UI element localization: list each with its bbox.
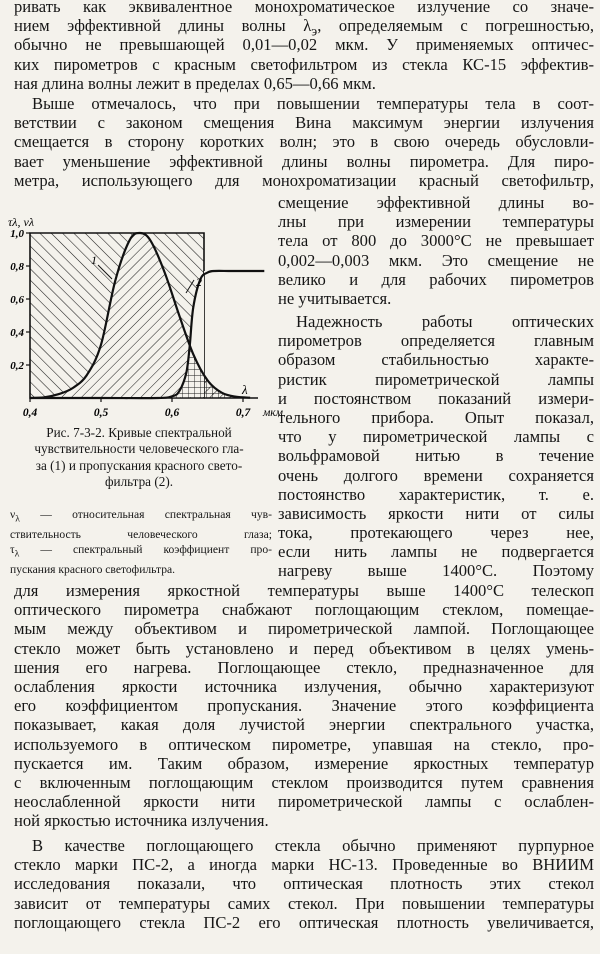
caption-line: Рис. 7-3-2. Кривые спектральной xyxy=(46,425,232,440)
text-line: если нить лампы не подвергается xyxy=(278,542,594,562)
y-tick-label: 0,2 xyxy=(10,360,24,372)
text-line: тока, протекающего через нее, xyxy=(278,523,594,543)
text-line: ослабления яркости источника излучения, обычно характеризуют xyxy=(14,676,594,696)
text-line: зависимость яркости нити от силы xyxy=(278,503,594,523)
text-line: В качестве поглощающего стекла обычно применяют пурпурное xyxy=(32,836,594,855)
text-line: не учитывается. xyxy=(278,288,392,308)
figure-caption xyxy=(8,425,270,491)
text-line: используемого в оптическом пирометре, упавшая на стекло, про- xyxy=(14,734,594,754)
text-line: постоянство характеристик, т. е. xyxy=(278,484,594,504)
spectral-chart xyxy=(8,213,284,423)
x-axis-label: λ xyxy=(242,382,248,397)
text-line: ной яркостью источника излучения. xyxy=(14,811,269,831)
paragraph-2-continuation xyxy=(272,193,600,308)
text-line: стекло марки ПС-2, а иногда марки НС-13. Проведенные во ВНИИМ xyxy=(14,855,594,875)
text-line: мым между объективом и пирометрической лампой. Поглощающее xyxy=(14,619,594,639)
text-line: что у пирометрической лампы с xyxy=(278,427,594,447)
text-line: и постоянством показаний измери- xyxy=(278,388,594,408)
x-tick-label: 0,4 xyxy=(22,407,38,419)
text-line: 0,002—0,003 мкм. Это смещение не xyxy=(278,250,594,270)
caption-line: за (1) и пропускания красного свето- xyxy=(35,457,243,473)
caption-line: ствительность человеческого глаза; xyxy=(10,527,272,541)
y-tick-label: 0,8 xyxy=(10,261,24,273)
text-line: ная длина волны лежит в пределах 0,65—0,66 мкм. xyxy=(14,73,376,93)
text-line: Надежность работы оптических xyxy=(296,312,594,331)
text-line: показывает, какая доля лучистой энергии спектрального участка, xyxy=(14,715,594,735)
y-tick-label: 0,6 xyxy=(10,294,24,306)
paragraph-3-wrap xyxy=(272,312,600,581)
y-tick-label: 0,4 xyxy=(10,327,24,339)
paragraph-3 xyxy=(0,581,600,830)
paragraph-2 xyxy=(0,94,600,190)
x-tick-label: 0,7 xyxy=(235,407,251,419)
text-line: метра, использующего для монохроматизации красный светофильтр, xyxy=(14,170,594,190)
text-line: велико и для рабочих пирометров xyxy=(278,269,594,289)
paragraph-1 xyxy=(0,0,600,93)
text-line: стекло может быть установлено и перед объективом в целях умень- xyxy=(14,638,594,658)
text-line: шения его нагрева. Поглощающее стекло, предназначенное для xyxy=(14,657,594,677)
y-tick-label: 1,0 xyxy=(10,228,24,240)
text-line: вольфрамовой нитью в течение xyxy=(278,446,594,466)
text-line: пирометров определяется главным xyxy=(278,331,594,351)
text-line: ветствии с законом смещения Вина максимум энергии излучения xyxy=(14,113,594,133)
text-line: ривать как эквивалентное монохроматическое излучение со значе- xyxy=(14,0,594,16)
text-line: вает уменьшение эффективной длины волны пирометра. Для пиро- xyxy=(14,151,594,171)
series-1-label: 1 xyxy=(91,253,97,267)
text-line: нагреву выше 1400°С. Поэтому xyxy=(278,561,594,581)
figure-7-3-2 xyxy=(8,213,284,423)
caption-line: $\nu_\lambda$ — относительная спектральная чув- xyxy=(10,508,272,525)
text-line: неослабленной яркости нити пирометрической лампы с ослаблен- xyxy=(14,792,594,812)
text-line: Выше отмечалось, что при повышении температуры тела в соот- xyxy=(32,94,594,113)
text-line: очень долгого времени сохраняется xyxy=(278,465,594,485)
text-line: его коэффициентом пропускания. Значение этого коэффициента xyxy=(14,696,594,716)
x-unit-label: мкм xyxy=(262,407,284,419)
figure-legend xyxy=(10,507,272,577)
text-line: образом стабильностью характе- xyxy=(278,350,594,370)
caption-line: чувствительности человеческого гла- xyxy=(34,441,244,457)
paragraph-4 xyxy=(0,836,600,932)
text-line: обычно не превышающей 0,01—0,02 мкм. У применяемых оптичес- xyxy=(14,35,594,55)
text-line: нием эффективной длины волны $\lambda_э$, определяемым с погрешностью, xyxy=(14,16,595,39)
text-line: лны при измерении температуры xyxy=(278,212,594,232)
text-line: с включенным поглощающим стеклом производится путем сравнения xyxy=(14,772,594,792)
text-line: исследования показали, что оптическая плотность этих стекол xyxy=(14,874,594,894)
x-tick-label: 0,5 xyxy=(93,407,109,419)
text-line: зависит от температуры самих стекол. При повышении температуры xyxy=(14,893,594,913)
x-tick-label: 0,6 xyxy=(164,407,180,419)
y-axis-label: τλ, νλ xyxy=(8,215,35,229)
text-line: для измерения яркостной температуры выше 1400°С телескоп xyxy=(14,581,594,600)
text-line: смещается в сторону коротких волн; это в свою очередь обусловли- xyxy=(14,132,594,152)
series-2-label: 2 xyxy=(196,275,202,289)
caption-line: пускания красного светофильтра. xyxy=(10,562,176,576)
text-line: тела от 800 до 3000°С не превышает xyxy=(278,231,594,251)
caption-line: $\tau_\lambda$ — спектральный коэффициент про- xyxy=(10,543,272,560)
text-line: ких пирометров с красным светофильтром из стекла КС-15 эффектив- xyxy=(14,54,594,74)
text-line: тельного прибора. Опыт показал, xyxy=(278,407,594,427)
text-line: оптического пирометра снабжают поглощающим стеклом, помещае- xyxy=(14,600,594,620)
text-line: поглощающего стекла ПС-2 его оптическая плотность увеличивается, xyxy=(14,912,594,932)
text-line: смещение эффективной длины во- xyxy=(278,193,594,212)
caption-line: фильтра (2). xyxy=(104,474,174,490)
text-line: пускается им. Таким образом, измерение яркостных температур xyxy=(14,753,594,773)
text-line: ристик пирометрической лампы xyxy=(278,369,594,389)
